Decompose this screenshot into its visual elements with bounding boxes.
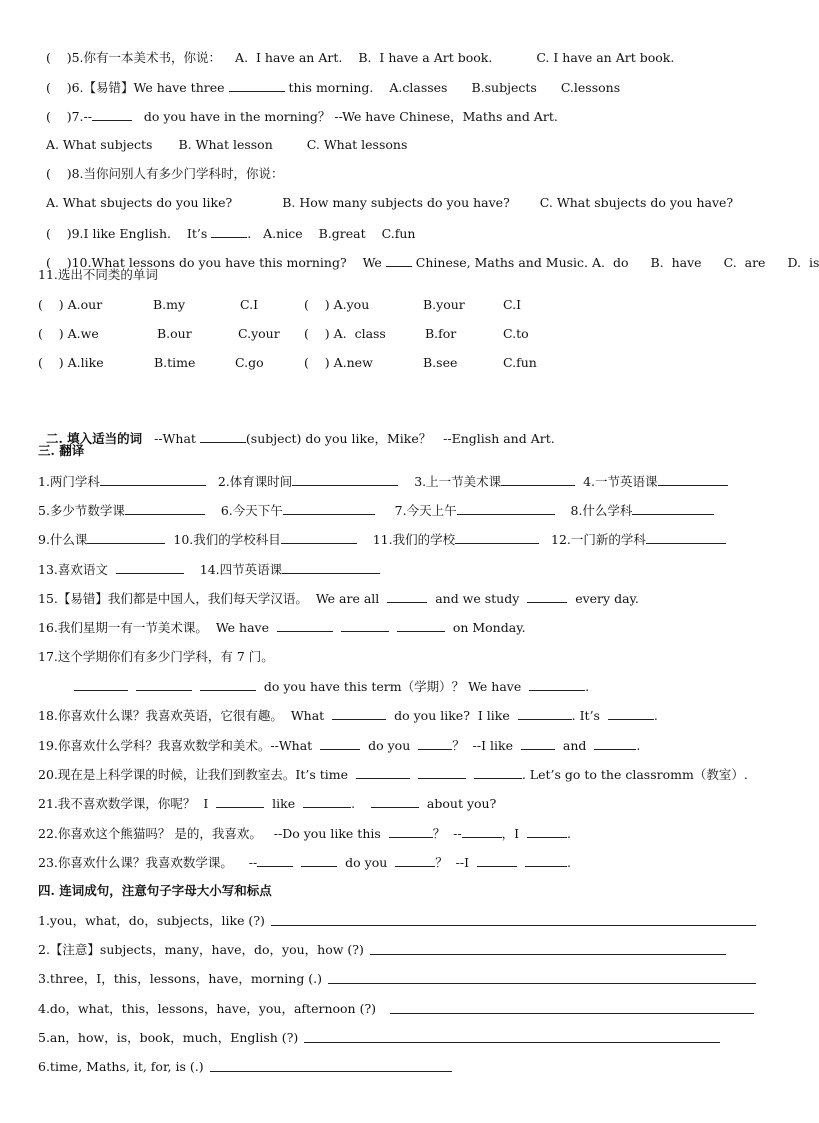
translate-item: 12.一门新的学科 [551,532,646,547]
blank[interactable] [116,561,184,574]
q8 [38,150,284,182]
blank[interactable] [474,766,522,779]
blank[interactable] [397,619,445,632]
q10-option-d: D. is [787,255,819,270]
blank[interactable] [74,678,128,691]
blank[interactable] [277,619,333,632]
translate-item: 11.我们的学校 [372,532,456,547]
section-4-title: 四. 连词成句，注意句子字母大小写和标点 [38,883,272,898]
q11-item[interactable]: ( ) A.we [38,326,99,341]
q11-item[interactable]: ( ) A.like [38,355,104,370]
q7-option-c: C. What lessons [306,137,408,152]
s19-stem: 19.你喜欢什么学科？我喜欢数学和美术。--What [38,738,313,753]
q7-options [38,121,407,153]
s16-end: on Monday. [452,620,526,635]
reorder-item [38,1059,452,1075]
translate-item: 1.两门学科 [38,474,100,489]
translate-row [38,561,380,578]
q11-option-b: B.for [425,326,457,341]
s18-mid: do you like? I like [394,708,510,723]
blank[interactable] [136,678,192,691]
blank[interactable] [356,766,410,779]
blank[interactable] [92,108,132,121]
q11-option-b: B.see [423,355,458,370]
s21-mid: like [272,796,296,811]
s15-stem: 15.【易错】我们都是中国人，我们每天学汉语。 We are all [38,591,380,606]
s17: 17.这个学期你们有多少门学科，有 7 门。 [38,649,274,664]
blank[interactable] [418,737,452,750]
answer-line[interactable] [390,1001,754,1014]
blank[interactable] [386,254,412,267]
blank[interactable] [501,473,575,486]
s19-mid: do you [368,738,411,753]
blank[interactable] [389,825,433,838]
blank[interactable] [658,473,728,486]
translate-item: 13.喜欢语文 [38,562,108,577]
blank[interactable] [282,561,380,574]
s20 [38,766,748,783]
q8-option-c: C. What sbujects do you have? [539,195,734,210]
blank[interactable] [371,795,419,808]
s18-end: . It’s [571,708,600,723]
translate-item: 4.一节英语课 [583,474,658,489]
q9: ( )9.I like English. It’s . A.nice B.great C.fun [45,226,416,241]
blank[interactable] [529,678,585,691]
section-2-title: 二. 填入适当的词 [45,431,143,446]
translate-item: 8.什么学科 [570,503,633,518]
blank[interactable] [283,502,375,515]
blank[interactable] [455,531,539,544]
reorder-words: 5.an，how，is，book，much，English (?) [38,1030,299,1045]
blank[interactable] [594,737,636,750]
s19: 19.你喜欢什么学科？我喜欢数学和美术。--What do you ？ --I like and . [38,738,641,753]
s17-mid: do you have this term（学期）？ We have [263,679,522,694]
blank[interactable] [477,854,517,867]
s16-stem: 16.我们星期一有一节美术课。 We have [38,620,269,635]
reorder-words: 6.time, Maths, it, for, is (.) [38,1059,204,1074]
blank[interactable] [281,531,357,544]
blank[interactable] [216,795,264,808]
q6-option-b: B.subjects [471,80,537,95]
answer-paren[interactable]: ( ) [45,255,72,270]
s19-mid3: and [562,738,587,753]
q5-option-b: B. I have a Art book. [358,50,493,65]
q9-option-c: C.fun [381,226,416,241]
blank[interactable] [518,707,572,720]
q5-stem: 5.你有一本美术书，你说： [71,50,222,65]
translate-item: 10.我们的学校科目 [173,532,281,547]
blank[interactable] [608,707,654,720]
answer-paren[interactable]: ( ) [45,50,72,65]
translate-item: 14.四节英语课 [199,562,283,577]
s17-answer: do you have this term（学期）？ We have . [74,678,589,695]
answer-paren[interactable]: ( ) [45,80,72,95]
q5-option-c: C. I have an Art book. [536,50,675,65]
q6-stem-end: this morning. [288,80,374,95]
q11-option-b: B.our [157,326,192,341]
translate-item: 3.上一节美术课 [414,474,502,489]
q8-option-b: B. How many subjects do you have? [282,195,510,210]
blank[interactable] [257,854,293,867]
s22: 22.你喜欢这个熊猫吗？ 是的，我喜欢。 --Do you like this ？ -- ，I . [38,826,572,841]
answer-line[interactable] [304,1030,720,1043]
blank[interactable] [457,502,555,515]
reorder-item [38,913,756,929]
q8-stem: 8.当你问别人有多少门学科时，你说： [71,166,284,181]
blank[interactable] [387,590,427,603]
q11-option-c: C.fun [503,355,537,370]
blank[interactable] [632,502,714,515]
blank[interactable] [395,854,435,867]
reorder-words: 2.【注意】subjects，many，have，do，you，how (?) [38,942,364,957]
s23: 23.你喜欢什么课？我喜欢数学课。 -- do you ？ --I . [38,855,571,870]
translate-item: 2.体育课时间 [217,474,293,489]
answer-line[interactable] [328,971,756,984]
s15-end: every day. [575,591,639,606]
s23-stem: 23.你喜欢什么课？我喜欢数学课。 -- [38,855,258,870]
q11-item[interactable]: ( ) A.new [304,355,373,370]
s16 [38,619,526,636]
translate-row [38,473,728,490]
q11-option-c: C.go [235,355,264,370]
s18-stem: 18.你喜欢什么课？我喜欢英语，它很有趣。 What [38,708,325,723]
answer-line[interactable] [370,942,726,955]
blank[interactable] [211,225,247,238]
q10-option-c: C. are [723,255,766,270]
blank[interactable] [521,737,555,750]
q8-option-a: A. What sbujects do you like? [45,195,233,210]
q6-option-c: C.lessons [560,80,621,95]
s21-end: about you? [426,796,497,811]
q9-option-b: B.great [318,226,366,241]
q7-stem-end: do you have in the morning？ --We have Chinese，Maths and Art. [143,109,558,124]
reorder-words: 1.you，what，do，subjects，like (?) [38,913,265,928]
q10-option-b: B. have [650,255,702,270]
blank[interactable] [303,795,351,808]
s21: 21.我不喜欢数学课，你呢？ I like . about you? [38,796,497,811]
s23-mid2: ？ --I [435,855,470,870]
s15 [38,590,639,607]
answer-paren[interactable]: ( ) [45,166,72,181]
reorder-words: 4.do，what，this，lessons，have，you，afternoon (?) [38,1001,377,1016]
q11-item[interactable]: ( ) A.our [38,297,103,312]
blank[interactable] [341,619,389,632]
q10-stem: 10.What lessons do you have this morning? We [71,255,382,270]
s20-stem: 20.现在是上科学课的时候，让我们到教室去。It’s time [38,767,348,782]
q5-option-a: A. I have an Art. [235,50,343,65]
q10-option-a: A. do [592,255,629,270]
section-2 [38,414,555,447]
q8-options [38,179,733,211]
blank[interactable] [646,531,726,544]
q10-stem-end: Chinese, Maths and Music. [415,255,589,270]
s22-stem: 22.你喜欢这个熊猫吗？ 是的，我喜欢。 --Do you like this [38,826,381,841]
s19-mid2: ？ --I like [452,738,513,753]
blank[interactable] [292,473,398,486]
q7-option-b: B. What lesson [178,137,273,152]
blank[interactable] [462,825,502,838]
s22-mid: ？ -- [432,826,462,841]
blank[interactable] [301,854,337,867]
reorder-item [38,1030,720,1046]
s15-mid: and we study [435,591,520,606]
answer-paren[interactable]: ( ) [45,226,72,241]
reorder-words: 3.three，I，this，lessons，have，morning (.) [38,971,323,986]
reorder-item [38,1001,754,1017]
q11-option-c: C.I [240,297,259,312]
s23-mid: do you [345,855,388,870]
translate-item: 5.多少节数学课 [38,503,125,518]
blank[interactable] [527,590,567,603]
q5 [38,34,674,66]
reorder-item [38,971,756,987]
q11-item[interactable]: ( ) A.you [304,297,370,312]
sec2-stem: --What [154,431,196,446]
blank[interactable] [320,737,360,750]
blank[interactable] [525,854,567,867]
reorder-item [38,942,726,958]
q6-stem: 6.【易错】We have three [71,80,225,95]
blank[interactable] [332,707,386,720]
sec2-stem-end: (subject) do you like，Mike？ --English and Art. [245,431,555,446]
q9-option-a: A.nice [263,226,303,241]
q11-item[interactable]: ( ) A. class [304,326,386,341]
answer-paren[interactable]: ( ) [45,109,72,124]
s21-stem: 21.我不喜欢数学课，你呢？ I [38,796,209,811]
blank[interactable] [527,825,567,838]
translate-item: 7.今天上午 [394,503,457,518]
blank[interactable] [229,79,285,92]
q11-option-b: B.my [153,297,186,312]
translate-row [38,531,726,548]
q11-option-c: C.to [503,326,529,341]
q11-option-c: C.your [238,326,280,341]
blank[interactable] [200,678,256,691]
s22-mid2: ，I [501,826,520,841]
q7-option-a: A. What subjects [45,137,153,152]
blank[interactable] [418,766,466,779]
blank[interactable] [87,531,165,544]
answer-line[interactable] [210,1059,452,1072]
q9-stem: 9.I like English. It’s [71,226,208,241]
q11-option-c: C.I [503,297,522,312]
q7-stem: 7.-- [71,109,92,124]
translate-item: 9.什么课 [38,532,88,547]
blank[interactable] [125,502,205,515]
section-3-title: 三. 翻译 [38,443,85,458]
blank[interactable] [200,430,246,443]
q11-option-b: B.time [154,355,196,370]
answer-line[interactable] [271,913,756,926]
translate-row [38,502,714,519]
q11-title: 11.选出不同类的单词 [38,267,158,282]
blank[interactable] [100,473,206,486]
q6-option-a: A.classes [389,80,448,95]
s20-end: . Let’s go to the classromm（教室）. [521,767,748,782]
q11-option-b: B.your [423,297,465,312]
s18: 18.你喜欢什么课？我喜欢英语，它很有趣。 What do you like? I like . It’s . [38,708,658,723]
translate-item: 6.今天下午 [220,503,283,518]
